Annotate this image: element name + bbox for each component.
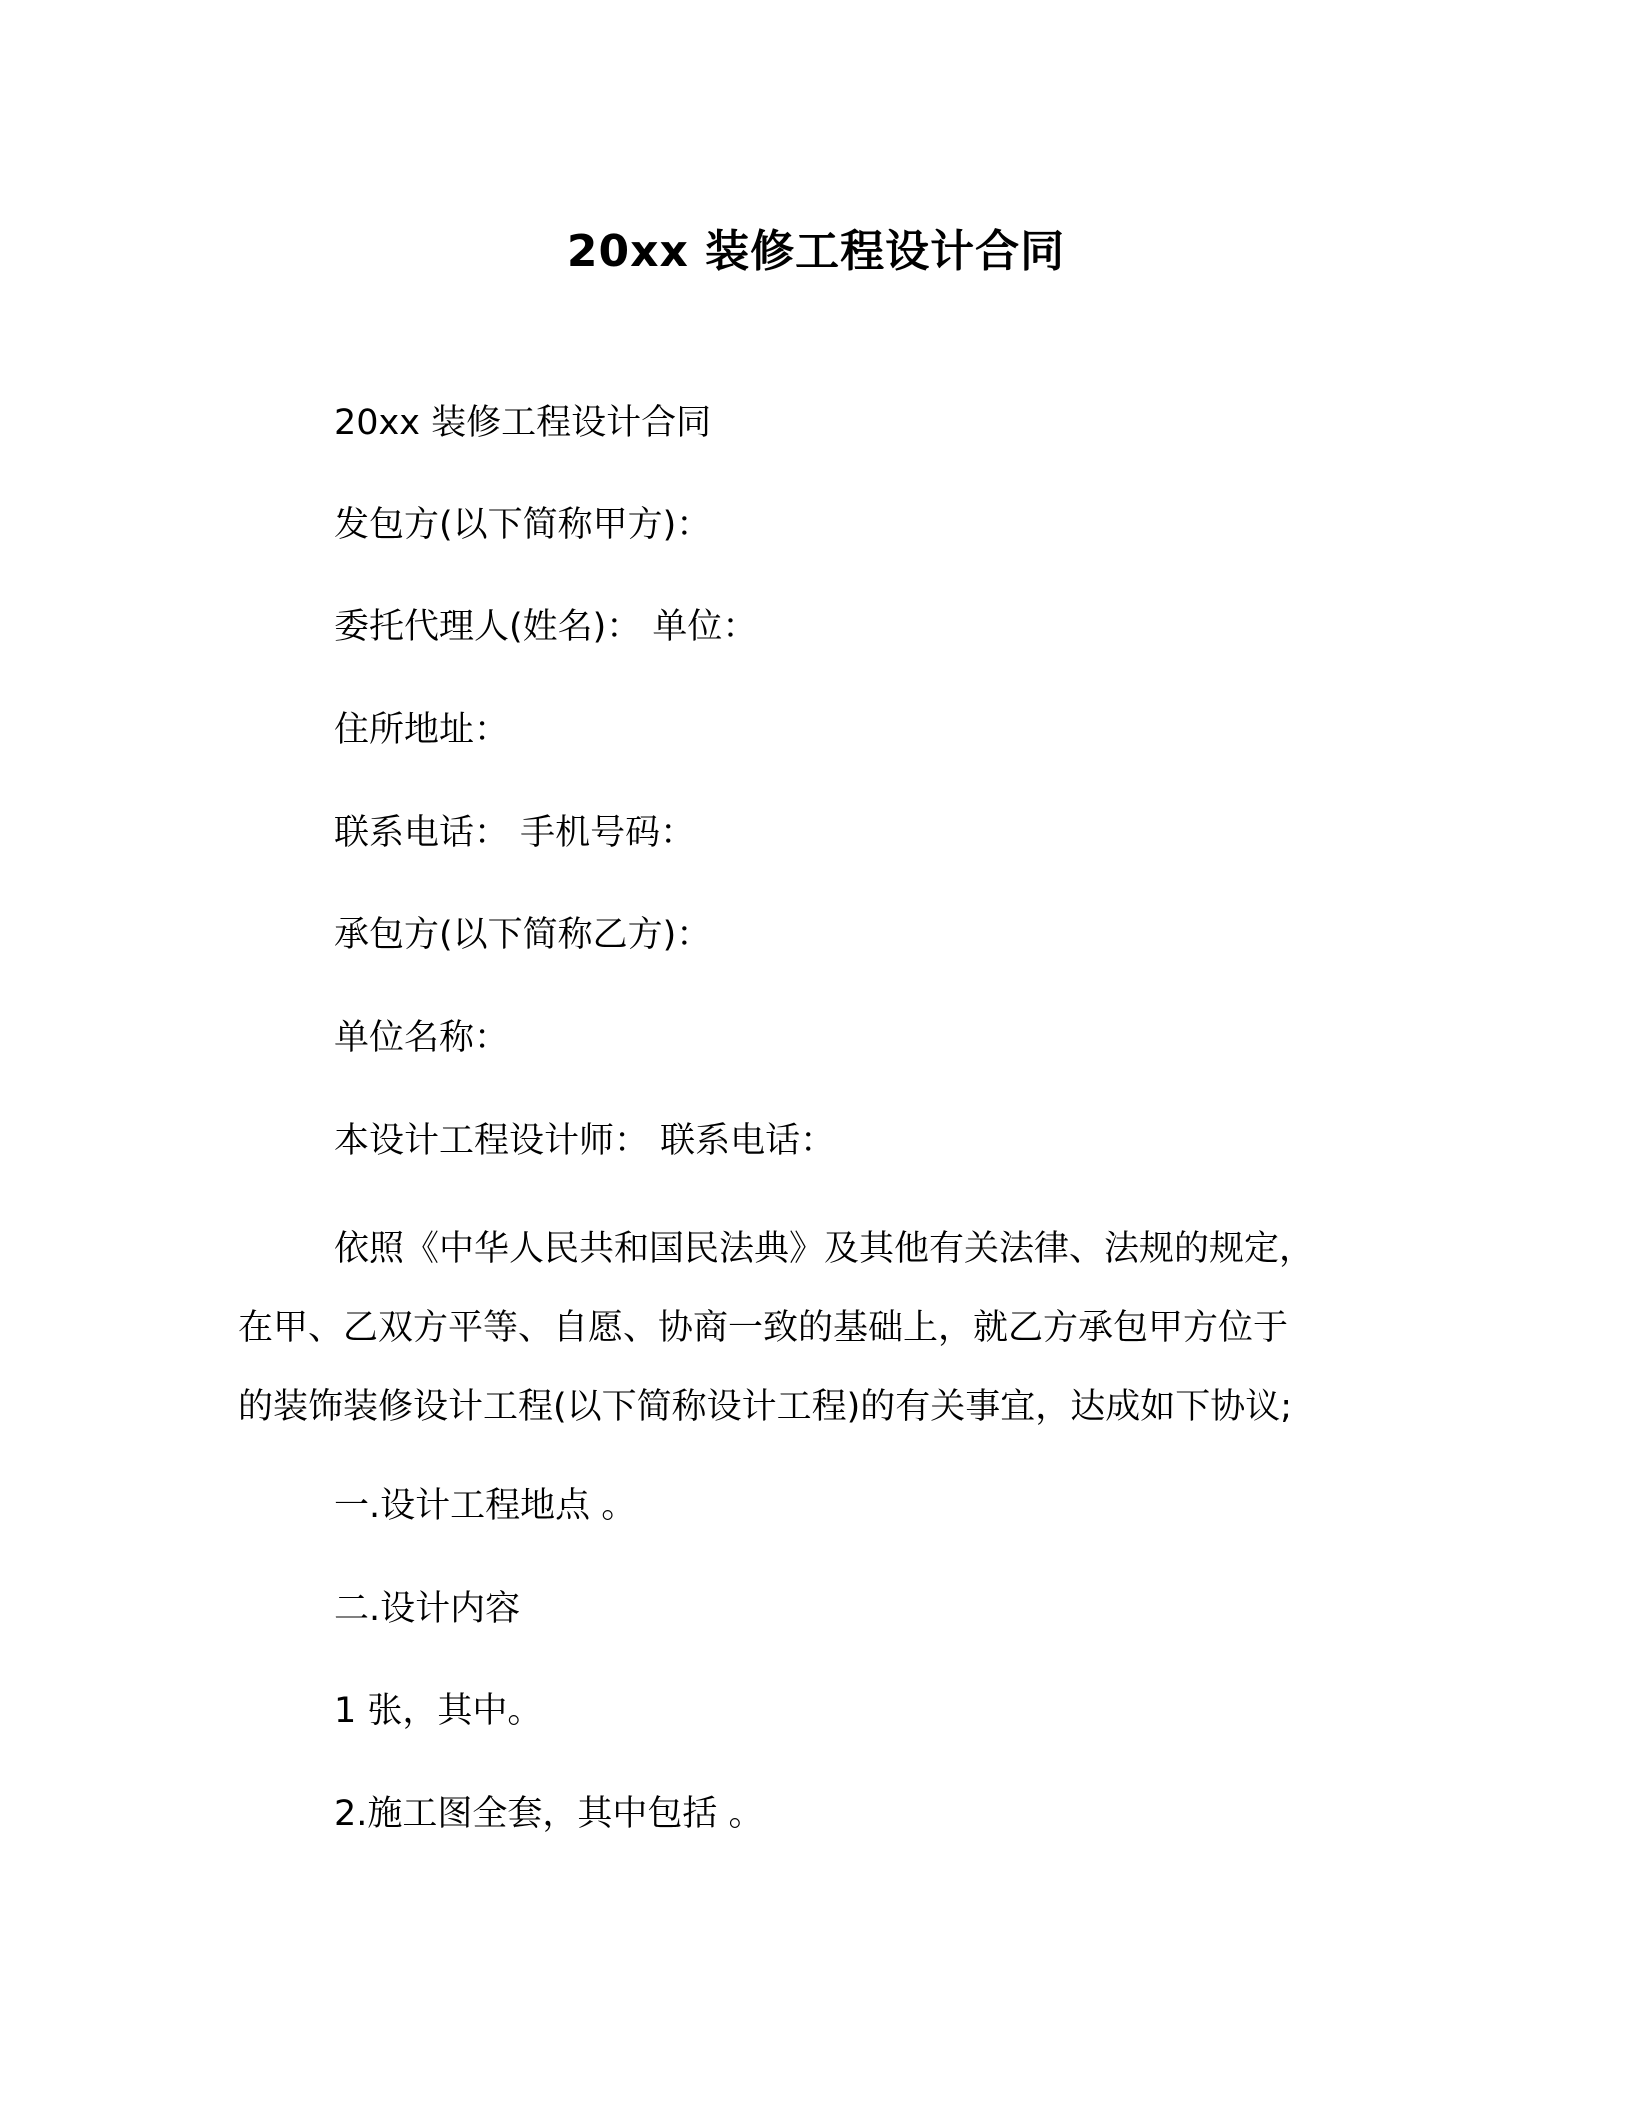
paragraph-row: 依照《中华人民共和国民法典》及其他有关法律、法规的规定， [334,1229,1315,1269]
section-item-2: 2.施工图全套，其中包括 。 [334,1794,764,1834]
paragraph-row: 的装饰装修设计工程(以下简称设计工程)的有关事宜，达成如下协议; [238,1387,1293,1427]
company-name-line: 单位名称： [334,1018,510,1058]
address-line: 住所地址： [334,710,510,750]
agent-line: 委托代理人(姓名)： 单位： [334,607,758,647]
contract-name-line: 20xx 装修工程设计合同 [334,403,712,443]
section-location: 一.设计工程地点 。 [334,1486,637,1526]
section-design-content: 二.设计内容 [334,1589,521,1629]
document-title: 20xx 装修工程设计合同 [566,226,1066,277]
section-item-1: 1 张，其中。 [334,1691,543,1731]
client-party-line: 发包方(以下简称甲方)： [334,505,712,545]
paragraph-row: 在甲、乙双方平等、自愿、协商一致的基础上，就乙方承包甲方位于 [238,1308,1289,1348]
designer-line: 本设计工程设计师： 联系电话： [334,1121,836,1161]
phone-line: 联系电话： 手机号码： [334,813,696,853]
contractor-party-line: 承包方(以下简称乙方)： [334,915,712,955]
agreement-paragraph [238,1210,1368,1447]
